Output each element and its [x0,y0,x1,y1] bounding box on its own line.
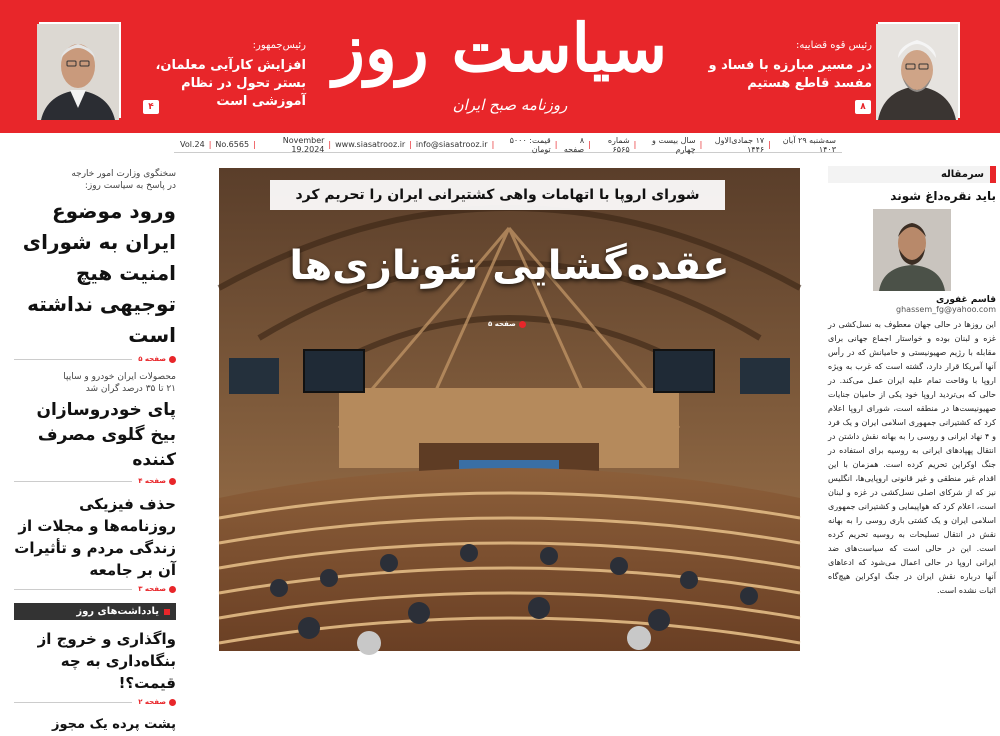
date-hijri: ۱۷ جمادی‌الاول ۱۴۴۶ [714,135,765,154]
story-headline: ورود موضوع ایران به شورای امنیت هیچ توجیهی نداشته است [22,199,176,347]
story-headline: حذف فیزیکی روزنامه‌ها و مجلات از زندگی مردم و تأثیرات آن بر جامعه [14,495,176,579]
president-portrait[interactable] [39,22,121,118]
story-headline: پای خودروسازان بیخ گلوی مصرف کننده [36,400,176,470]
separator: | [554,140,558,149]
page-ref-icon [519,321,526,328]
story-kicker: در پاسخ به سیاست روز: [84,181,176,191]
separator: | [768,140,771,149]
page-count: ۸ صفحه [563,135,585,154]
right-top-page-badge: ۸ [855,100,871,114]
judiciary-chief-portrait[interactable] [878,22,960,118]
page-ref-label: صفحه ۲ [138,698,166,706]
separator: | [491,140,495,149]
page-ref-icon [169,586,176,593]
separator: | [633,140,637,149]
page-ref[interactable] [14,477,176,485]
email-link[interactable]: info@siasatrooz.ir [415,140,488,149]
newspaper-logo[interactable]: سیاست روز [332,9,668,87]
author-name: قاسم غفوری [935,295,996,305]
left-top-headline: افزایش کارآیی معلمان، بستر تحول در نظام آموزشی است [155,58,306,109]
issue-number-fa: شماره ۶۵۶۵ [607,135,630,154]
page-ref-icon [169,699,176,706]
page-ref-label: صفحه ۵ [138,355,166,363]
story-foreign-ministry[interactable] [14,168,176,363]
separator: | [328,140,332,149]
story-headline: واگذاری و خروج از بنگاه‌داری به چه قیمت؟! [37,630,176,692]
story-kicker: سخنگوی وزارت امور خارجه [71,169,176,179]
separator: | [588,140,591,149]
page-ref-label: صفحه ۳ [138,585,166,593]
lead-headline[interactable]: عقده‌گشایی نئونازی‌ها [289,243,730,289]
year-label: سال بیست و چهارم [652,135,696,154]
price: قیمت: ۵۰۰۰ تومان [509,135,551,154]
right-top-story[interactable] [672,40,872,93]
issue-info-strip [174,137,842,153]
divider [14,589,132,590]
divider [14,481,132,482]
story-headline: پشت پرده یک مجوز [51,717,176,732]
right-top-headline: در مسیر مبارزه با فساد و مفسد قاطع هستیم [708,58,872,91]
author-image [873,209,951,291]
website-link[interactable]: www.siasatrooz.ir [335,140,406,149]
story-kicker: محصولات ایران خودرو و سایپا [63,372,176,382]
story-privatization[interactable] [14,628,176,706]
left-top-page-badge: ۴ [143,100,159,114]
story-permit[interactable] [14,714,176,736]
story-kicker: ۲۱ تا ۳۵ درصد گران شد [85,384,176,394]
separator: | [208,140,212,149]
separator: | [253,140,256,149]
left-column [14,160,176,736]
author-photo [873,209,951,291]
page-ref[interactable] [14,585,176,593]
editorial-title[interactable]: باید نقره‌داغ شوند [890,189,996,203]
editorial-section-label: سرمقاله [828,166,996,183]
newspaper-subtitle: روزنامه صبح ایران [452,96,568,114]
page-ref-label: صفحه ۴ [138,477,166,485]
story-newspapers[interactable] [14,493,176,593]
editorial-column [828,166,996,698]
volume: Vol.24 [179,140,205,149]
separator: | [699,140,703,149]
section-marker-icon [164,609,170,615]
section-daily-notes[interactable] [14,603,176,620]
portrait-image [37,24,119,120]
author-email[interactable]: ghassem_fg@yahoo.com [896,305,996,314]
page-ref-icon [169,478,176,485]
separator: | [409,140,412,149]
page-ref-icon [169,356,176,363]
lead-page-ref[interactable] [488,320,526,328]
right-top-kicker: رئیس قوه قضاییه: [796,40,872,51]
issue-number-en: No.6565 [215,140,250,149]
divider [14,359,132,360]
date-persian: سه‌شنبه ۲۹ آبان ۱۴۰۳ [782,135,836,154]
masthead [0,0,1000,133]
divider [14,702,132,703]
page-ref[interactable] [14,355,176,363]
editorial-body: این روزها در حالی جهان معطوف به نسل‌کشی در غزه و لبنان بوده و خواستار اجماع جهانی برای مقابله با رژیم صهیونیستی و حامیانش که در رأس آنها آمریکا قرار دارد، گشته است که غرب به ویژه اروپا با وقاحت تمام علیه ایران عمل می‌کند. در حالی که بی‌تردید اروپا خود یکی از حامیان جنایات صهیونیست‌ها در منطقه است، شورای اروپا اعلام کرد که کشتیرانی جمهوری اسلامی ایران و یک فرد و ۴ نهاد ایرانی و روسی را به بهانه نقش داشتن در انتقال پهپادهای ایرانی به روسیه برای استفاده در جنگ اوکراین تحریم کرده است. همزمان با این اقدام غیر منطقی و غیر قانونی اروپایی‌ها، انگلیس نیز که از شرکای اصلی نسل‌کشی در غزه و لبنان است، اعلام کرد که هواپیمایی و کشتیرانی جمهوری اسلامی ایران و یک کشتی باری روسی را به بهانه نقش در انتقال تسلیحات به روسیه تحریم کرده است. این در حالی است که سیاست‌های ضد ایرانی اروپا در حالی اعمال می‌شود که ادعاهای آنها درباره نقش ایران در جنگ اوکراین هیچ‌گاه اثبات نشده است. [828,320,996,595]
lead-kicker: شورای اروپا با اتهامات واهی کشتیرانی ایران را تحریم کرد [270,180,725,210]
page-ref-label: صفحه ۵ [488,320,516,328]
page-ref[interactable] [14,698,176,706]
section-label: یادداشت‌های روز [76,606,159,617]
portrait-image [876,24,958,120]
date-english: November 19.2024 [282,135,325,154]
story-automakers[interactable] [14,371,176,485]
left-top-kicker: رئیس‌جمهور: [252,40,306,51]
